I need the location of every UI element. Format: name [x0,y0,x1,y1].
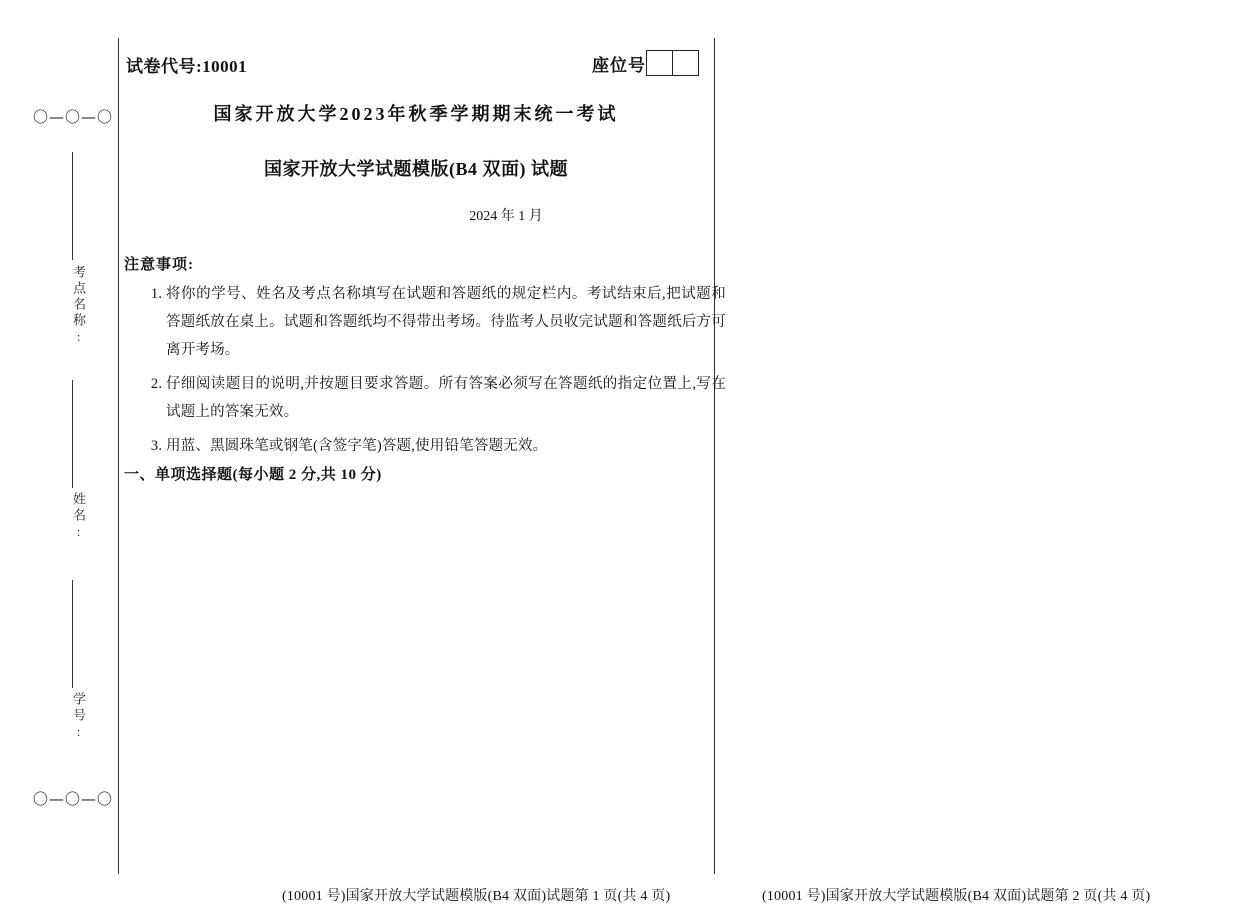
notice-item: 1. 将你的学号、姓名及考点名称填写在试题和答题纸的规定栏内。考试结束后,把试题和答题纸放在桌上。试题和答题纸均不得带出考场。待监考人员收完试题和答题纸后方可离开考场。 [166,280,726,364]
exam-title-secondary: 国家开放大学试题模版(B4 双面) 试题 [264,159,568,179]
seal-label-name: 姓名: [71,492,86,542]
footer-page-2: (10001 号)国家开放大学试题模版(B4 双面)试题第 2 页(共 4 页) [762,889,1151,904]
binding-seal-column [30,60,116,850]
seal-label-exam-site: 考点名称: [71,265,86,347]
exam-title-primary: 国家开放大学2023年秋季学期期末统一考试 [213,104,619,124]
exam-date: 2024 年 1 月 [469,209,543,224]
seal-rule-2 [72,380,73,488]
seat-number-cell[interactable] [673,51,698,75]
seal-marker-top: 〇—〇—〇 [32,108,113,126]
paper-code-value: 10001 [202,57,248,76]
footer-page-1: (10001 号)国家开放大学试题模版(B4 双面)试题第 1 页(共 4 页) [282,889,671,904]
seat-number-field [592,50,699,76]
notice-item: 2. 仔细阅读题目的说明,并按题目要求答题。所有答案必须写在答题纸的指定位置上,写在试题上的答案无效。 [166,370,726,426]
seal-rule-3 [72,580,73,688]
notice-item: 3. 用蓝、黑圆珠笔或钢笔(含签字笔)答题,使用铅笔答题无效。 [166,432,726,460]
paper-code [126,52,247,77]
seal-label-student-id: 学号: [71,692,86,742]
seat-number-cell[interactable] [647,51,673,75]
notice-heading: 注意事项: [124,257,194,273]
seal-rule-1 [72,152,73,260]
paper-code-label: 试卷代号: [126,57,203,76]
seat-number-boxes[interactable] [646,50,699,76]
notice-list [148,280,726,466]
seal-marker-bottom: 〇—〇—〇 [32,790,113,808]
seat-number-label: 座位号 [592,55,646,75]
section-heading-multiple-choice: 一、单项选择题(每小题 2 分,共 10 分) [124,467,382,483]
